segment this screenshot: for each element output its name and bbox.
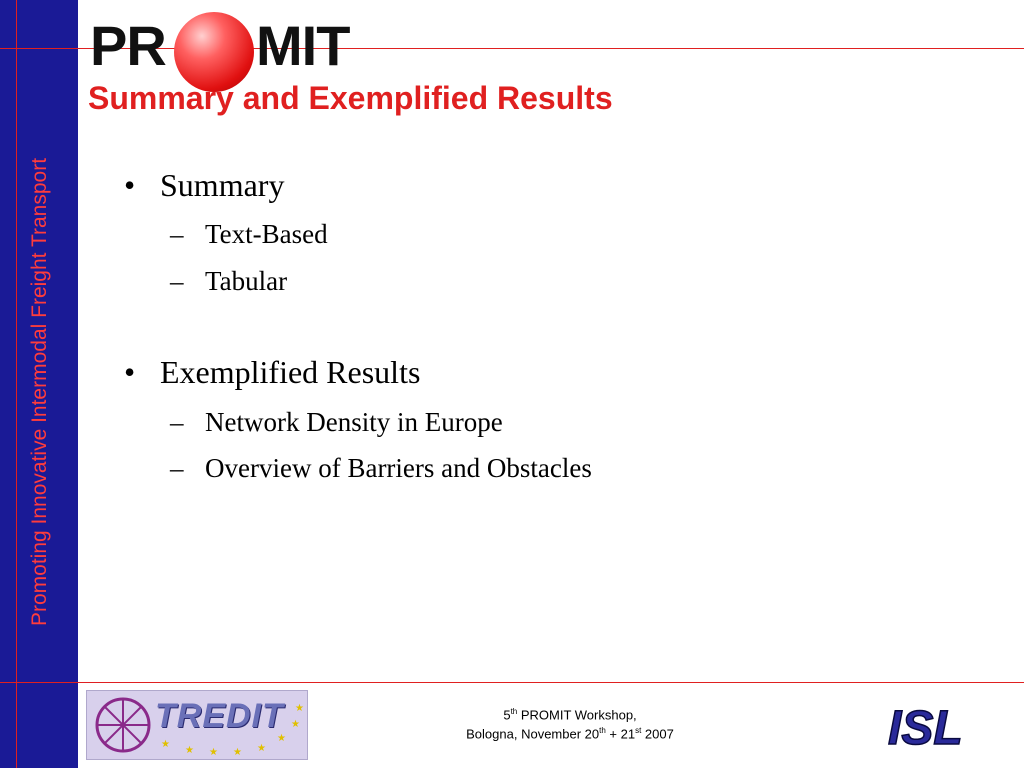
- sub-label: Overview of Barriers and Obstacles: [205, 452, 592, 483]
- footer-divider: [0, 682, 1024, 683]
- svg-text:★: ★: [209, 747, 218, 758]
- svg-text:★: ★: [291, 719, 300, 730]
- stars-icon: [147, 691, 307, 760]
- footer-event-info: [430, 706, 710, 744]
- svg-text:★: ★: [161, 739, 170, 750]
- svg-text:★: ★: [277, 733, 286, 744]
- slide-title: Summary and Exemplified Results: [88, 80, 613, 116]
- sub-label: Network Density in Europe: [205, 406, 503, 437]
- isl-logo: [884, 698, 1000, 752]
- slide-content: [124, 166, 984, 484]
- sub-dash: –: [170, 406, 184, 437]
- sub-dash: –: [170, 219, 184, 250]
- sub-item: [124, 218, 984, 250]
- sub-item: [124, 452, 984, 484]
- sub-dash: –: [170, 452, 184, 483]
- bullet-item: [124, 166, 984, 204]
- tredit-logo: [86, 690, 308, 760]
- isl-wordmark: ISL: [888, 702, 963, 752]
- sidebar-band: [0, 0, 78, 768]
- sub-item: [124, 265, 984, 297]
- svg-text:★: ★: [185, 745, 194, 756]
- bullet-mark: •: [124, 167, 136, 203]
- footer-line-1: 5th PROMIT Workshop,: [503, 707, 637, 723]
- wheel-icon: [93, 695, 153, 755]
- svg-text:★: ★: [233, 747, 242, 758]
- sidebar-tagline: Promoting Innovative Intermodal Freight Transport: [28, 157, 51, 627]
- footer-line-2: Bologna, November 20th + 21st 2007: [466, 726, 674, 742]
- bullet-item: [124, 353, 984, 391]
- sub-label: Text-Based: [205, 219, 328, 250]
- sub-item: [124, 406, 984, 438]
- bullet-label: Exemplified Results: [160, 354, 421, 391]
- bullet-label: Summary: [160, 167, 285, 203]
- svg-text:★: ★: [295, 703, 304, 714]
- bullet-mark: •: [124, 354, 136, 391]
- sub-dash: –: [170, 265, 184, 296]
- logo-text-left: PR: [90, 14, 166, 77]
- tredit-wordmark: TREDIT: [155, 697, 284, 735]
- sidebar-divider-left: [16, 0, 17, 768]
- svg-text:★: ★: [257, 743, 266, 754]
- sub-label: Tabular: [205, 265, 288, 296]
- logo-text-right: MIT: [256, 14, 350, 77]
